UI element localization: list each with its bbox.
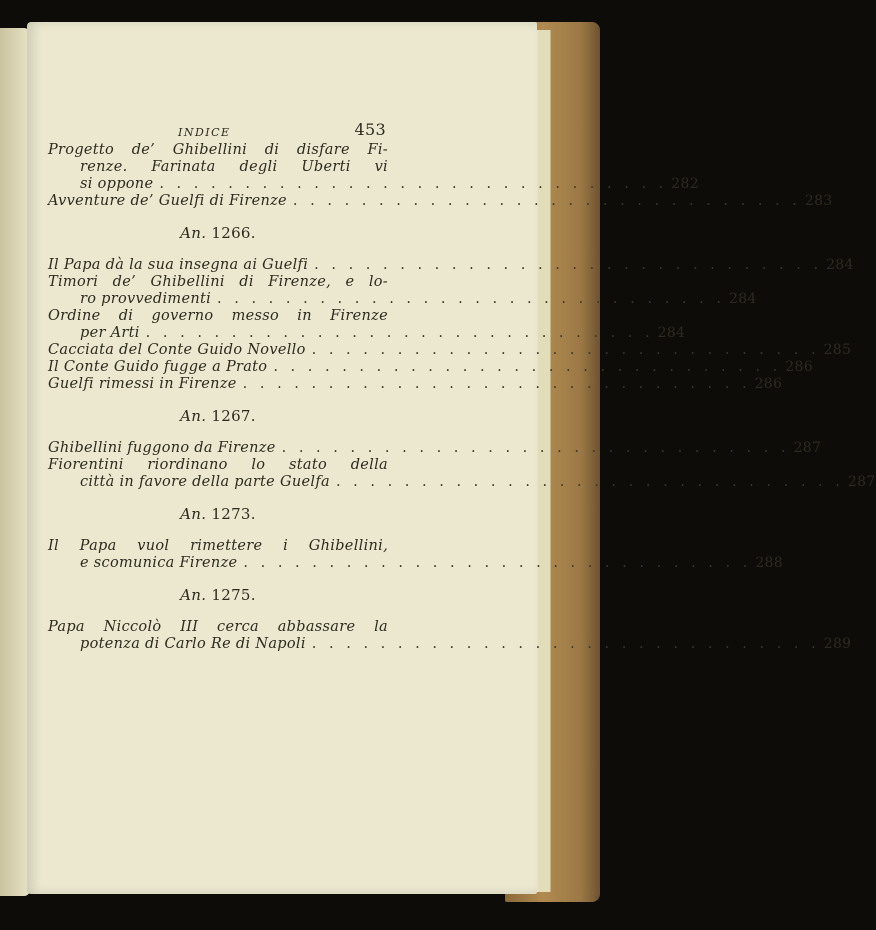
dot-leader: . . . . . . . . . . . . . . . . . . . . . . . . . . . . . . [145, 325, 654, 341]
entry-text: potenza di Carlo Re di Napoli [80, 636, 306, 652]
index-entry [48, 193, 833, 210]
index-entry [48, 376, 783, 393]
index-entry [48, 619, 852, 653]
year-heading [48, 585, 388, 605]
entry-text: Il Papa dà la sua insegna ai Guelfi [48, 257, 309, 273]
entry-page-number: 289 [823, 636, 852, 652]
entry-line [48, 619, 388, 636]
index-entry [48, 538, 783, 572]
index-entry [48, 257, 854, 274]
entry-line [48, 308, 388, 325]
year-heading [48, 223, 388, 243]
index-entry [48, 308, 686, 342]
index-entry [48, 440, 822, 457]
entry-line [48, 636, 852, 653]
index-entry [48, 457, 876, 491]
dot-leader: . . . . . . . . . . . . . . . . . . . . . . . . . . . . . . [242, 376, 751, 392]
index-entry [48, 342, 852, 359]
entry-line [48, 474, 876, 491]
entry-line [48, 457, 388, 474]
entry-text: Ordine di governo messo in Firenze [48, 308, 388, 324]
entry-page-number: 282 [671, 176, 699, 192]
entry-page-number: 285 [823, 342, 852, 358]
page-edges-back [538, 30, 551, 892]
entry-text: e scomunica Firenze [80, 555, 238, 571]
entry-text: per Arti [80, 325, 140, 341]
entry-line [48, 274, 388, 291]
entry-line [48, 193, 833, 210]
year-value: 1266. [211, 224, 256, 242]
page-number: 453 [354, 120, 386, 139]
entry-page-number: 284 [826, 257, 854, 273]
entry-line [48, 555, 783, 572]
entry-text: Papa Niccolò III cerca abbassare la [48, 619, 388, 635]
dot-leader: . . . . . . . . . . . . . . . . . . . . . . . . . . . . . . [273, 359, 782, 375]
index-entry [48, 274, 757, 308]
entry-line [48, 176, 699, 193]
entry-text: Il Papa vuol rimettere i Ghibellini, [48, 538, 388, 554]
entry-page-number: 288 [755, 555, 783, 571]
entry-text: renze. Farinata degli Uberti vi [80, 159, 388, 175]
year-prefix: An. [180, 505, 212, 523]
dot-leader: . . . . . . . . . . . . . . . . . . . . . . . . . . . . . . [281, 440, 790, 456]
entry-text: Progetto de’ Ghibellini di disfare Fi- [48, 142, 388, 158]
dot-leader: . . . . . . . . . . . . . . . . . . . . . . . . . . . . . . [159, 176, 668, 192]
entry-text: Guelfi rimessi in Firenze [48, 376, 237, 392]
entry-page-number: 283 [804, 193, 833, 209]
dot-leader: . . . . . . . . . . . . . . . . . . . . . . . . . . . . . . [311, 636, 820, 652]
entry-text: Avventure de’ Guelfi di Firenze [48, 193, 287, 209]
entry-line [48, 142, 388, 159]
dot-leader: . . . . . . . . . . . . . . . . . . . . . . . . . . . . . . [217, 291, 725, 307]
running-title: INDICE [178, 126, 231, 139]
year-value: 1273. [211, 505, 256, 523]
dot-leader: . . . . . . . . . . . . . . . . . . . . . . . . . . . . . . [243, 555, 752, 571]
dot-leader: . . . . . . . . . . . . . . . . . . . . . . . . . . . . . . [335, 474, 844, 490]
page-header [48, 118, 388, 142]
entry-line [48, 376, 783, 393]
year-value: 1267. [211, 407, 256, 425]
entry-line [48, 538, 388, 555]
year-heading [48, 504, 388, 524]
entry-text: città in favore della parte Guelfa [80, 474, 330, 490]
year-heading [48, 406, 388, 426]
year-prefix: An. [180, 224, 212, 242]
dot-leader: . . . . . . . . . . . . . . . . . . . . . . . . . . . . . . [311, 342, 820, 358]
year-prefix: An. [180, 407, 212, 425]
entry-page-number: 284 [657, 325, 686, 341]
index-content [48, 118, 876, 653]
entry-text: Ghibellini fuggono da Firenze [48, 440, 276, 456]
year-prefix: An. [180, 586, 212, 604]
entry-text: Fiorentini riordinano lo stato della [48, 457, 388, 473]
entry-line [48, 325, 686, 342]
left-page-edge [0, 28, 30, 896]
index-entry [48, 359, 813, 376]
entry-text: Il Conte Guido fugge a Prato [48, 359, 268, 375]
dot-leader: . . . . . . . . . . . . . . . . . . . . . . . . . . . . . . [292, 193, 801, 209]
entry-page-number: 286 [754, 376, 783, 392]
entry-page-number: 284 [728, 291, 757, 307]
entry-text: Timori de’ Ghibellini di Firenze, e lo- [48, 274, 388, 290]
entry-page-number: 286 [785, 359, 813, 375]
entry-line [48, 159, 388, 176]
entry-page-number: 287 [793, 440, 822, 456]
entry-page-number: 287 [847, 474, 876, 490]
entry-text: ro provvedimenti [80, 291, 212, 307]
entry-line [48, 257, 854, 274]
entry-text: Cacciata del Conte Guido Novello [48, 342, 306, 358]
entry-line [48, 359, 813, 376]
entry-line [48, 440, 822, 457]
entry-line [48, 342, 852, 359]
entry-line [48, 291, 757, 308]
dot-leader: . . . . . . . . . . . . . . . . . . . . . . . . . . . . . . [314, 257, 823, 273]
entry-text: si oppone [80, 176, 154, 192]
index-sections [48, 142, 876, 653]
year-value: 1275. [211, 586, 256, 604]
index-entry [48, 142, 699, 193]
